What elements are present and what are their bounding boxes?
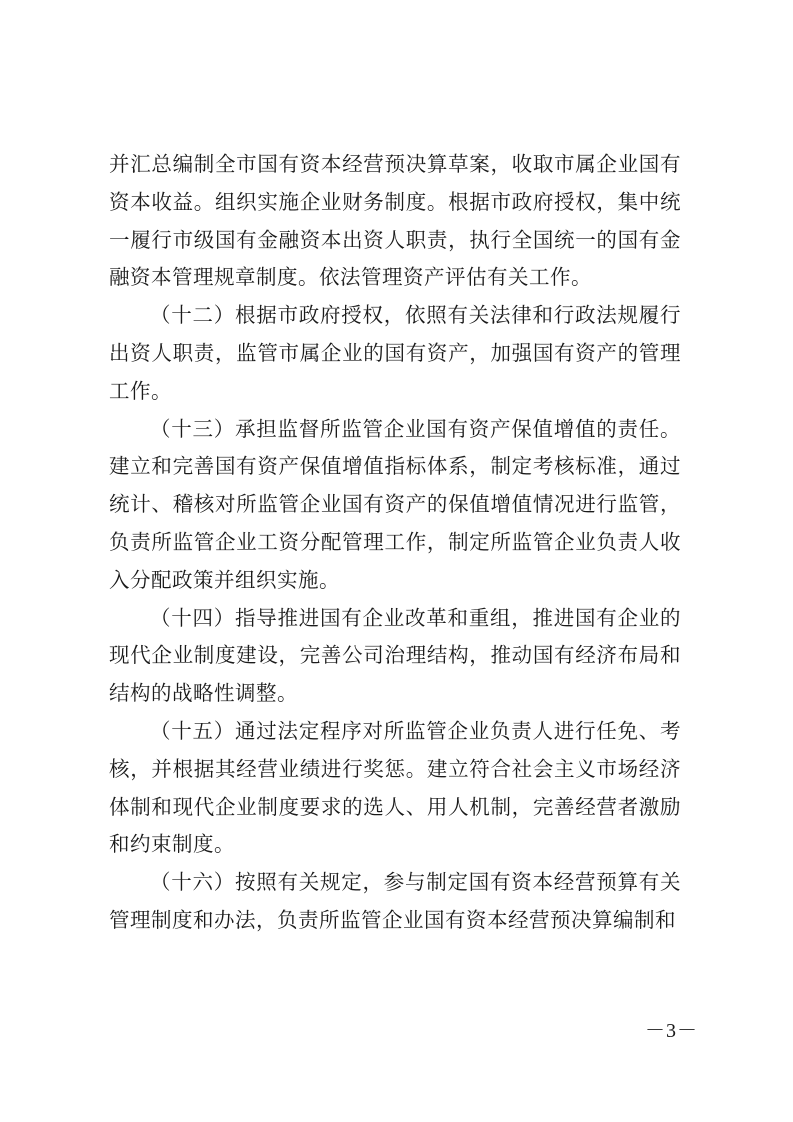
- page-number: －3－: [645, 1020, 698, 1042]
- paragraph-item-16: （十六）按照有关规定，参与制定国有资本经营预算有关管理制度和办法，负责所监管企业国有资本经营预决算编制和: [109, 870, 681, 932]
- paragraph-item-15: （十五）通过法定程序对所监管企业负责人进行任免、考核，并根据其经营业绩进行奖惩。建立符合社会主义市场经济体制和现代企业制度要求的选人、用人机制，完善经营者激励和约束制度。: [109, 718, 681, 857]
- paragraph-item-13: （十三）承担监督所监管企业国有资产保值增值的责任。建立和完善国有资产保值增值指标体系，制定考核标准，通过统计、稽核对所监管企业国有资产的保值增值情况进行监管，负责所监管企业工资分配管理工作，制定所监管企业负责人收入分配政策并组织实施。: [109, 416, 681, 592]
- paragraph-item-12: （十二）根据市政府授权，依照有关法律和行政法规履行出资人职责，监管市属企业的国有资产，加强国有资产的管理工作。: [109, 303, 681, 403]
- paragraph-item-14: （十四）指导推进国有企业改革和重组，推进国有企业的现代企业制度建设，完善公司治理结构，推动国有经济布局和结构的战略性调整。: [109, 605, 681, 706]
- paragraph-continuation: 并汇总编制全市国有资本经营预决算草案，收取市属企业国有资本收益。组织实施企业财务制度。根据市政府授权，集中统一履行市级国有金融资本出资人职责，执行全国统一的国有金融资本管理规章制度。依法管理资产评估有关工作。: [109, 152, 681, 290]
- document-body: [109, 146, 681, 940]
